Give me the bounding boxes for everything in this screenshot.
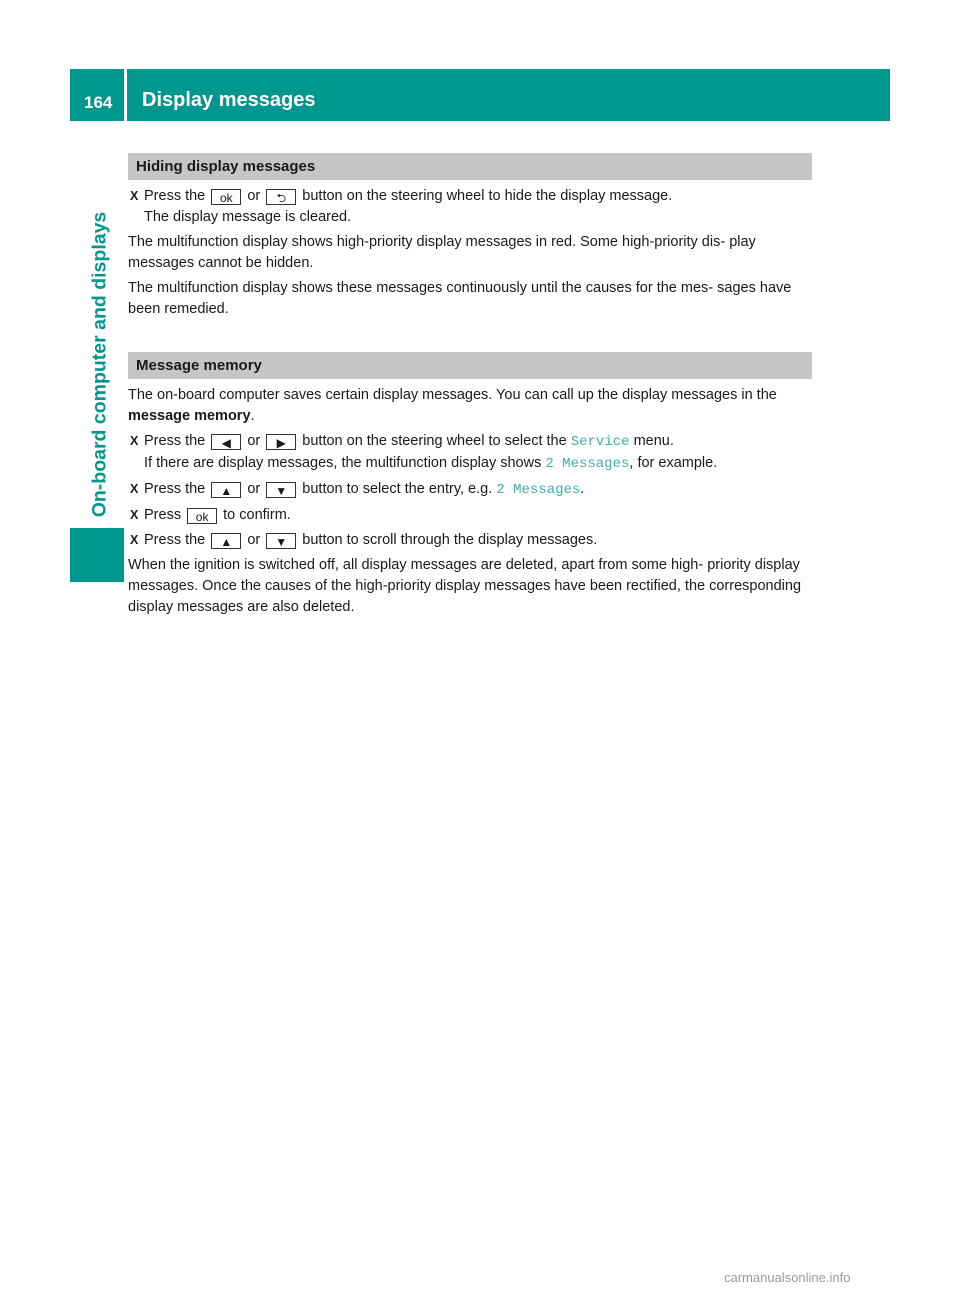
step-result: The display message is cleared.	[144, 209, 352, 225]
section-heading-memory: Message memory	[128, 352, 812, 379]
down-arrow-key-icon: ▼	[266, 533, 296, 549]
chapter-side-label-text: On-board computer and displays	[88, 211, 111, 517]
bold-term: message memory	[128, 408, 251, 424]
display-text: Service	[570, 434, 630, 450]
page-content	[128, 153, 812, 622]
step-text: or	[247, 433, 261, 449]
watermark: carmanualsonline.info	[724, 1270, 851, 1285]
step-text: Press the	[144, 433, 206, 449]
page-number: 164	[84, 93, 113, 112]
step-text: button on the steering wheel to hide the display message.	[302, 188, 673, 204]
display-text: 2 Messages	[496, 482, 581, 498]
chapter-tab	[70, 528, 124, 582]
right-arrow-key-icon: ▶	[266, 434, 296, 450]
down-arrow-key-icon: ▼	[266, 482, 296, 498]
up-arrow-key-icon: ▲	[211, 482, 241, 498]
step-text: .	[580, 481, 585, 497]
instruction-step	[128, 505, 812, 526]
paragraph	[128, 385, 812, 427]
instruction-step	[128, 479, 812, 501]
section-heading-hiding: Hiding display messages	[128, 153, 812, 180]
ok-key-icon: ok	[211, 189, 241, 205]
step-text: to confirm.	[223, 507, 291, 523]
step-text: button to select the entry, e.g.	[302, 481, 493, 497]
step-text: button to scroll through the display messages.	[302, 532, 598, 548]
paragraph: The multifunction display shows these messages continuously until the causes for the mes- sages have been remedied.	[128, 280, 792, 317]
step-text: Press	[144, 507, 182, 523]
step-text: menu.	[633, 433, 674, 449]
chapter-side-label	[86, 172, 114, 556]
display-text: 2 Messages	[545, 456, 630, 472]
page-title: Display messages	[142, 89, 316, 111]
instruction-step	[128, 186, 812, 228]
step-result: If there are display messages, the multifunction display shows	[144, 455, 542, 471]
step-text: Press the	[144, 188, 206, 204]
back-key-icon: ⮌	[266, 189, 296, 205]
paragraph-text: The on-board computer saves certain display messages. You can call up the display messages in the	[128, 387, 777, 403]
step-text: Press the	[144, 532, 206, 548]
instruction-step	[128, 530, 812, 551]
header-divider	[124, 69, 127, 121]
step-text: or	[247, 481, 261, 497]
paragraph: The multifunction display shows high-priority display messages in red. Some high-priority dis- play messages cannot be hidden.	[128, 234, 756, 271]
up-arrow-key-icon: ▲	[211, 533, 241, 549]
instruction-step	[128, 431, 812, 475]
paragraph-text: .	[250, 408, 255, 424]
step-text: Press the	[144, 481, 206, 497]
step-text: or	[247, 188, 261, 204]
left-arrow-key-icon: ◀	[211, 434, 241, 450]
ok-key-icon: ok	[187, 508, 217, 524]
paragraph: When the ignition is switched off, all display messages are deleted, apart from some high- priority display messages. Once the causes of the high-priority display messages have been rectified, the corresponding display messages are also deleted.	[128, 557, 802, 615]
step-result: , for example.	[629, 455, 718, 471]
step-text: or	[247, 532, 261, 548]
step-text: button on the steering wheel to select the	[302, 433, 567, 449]
